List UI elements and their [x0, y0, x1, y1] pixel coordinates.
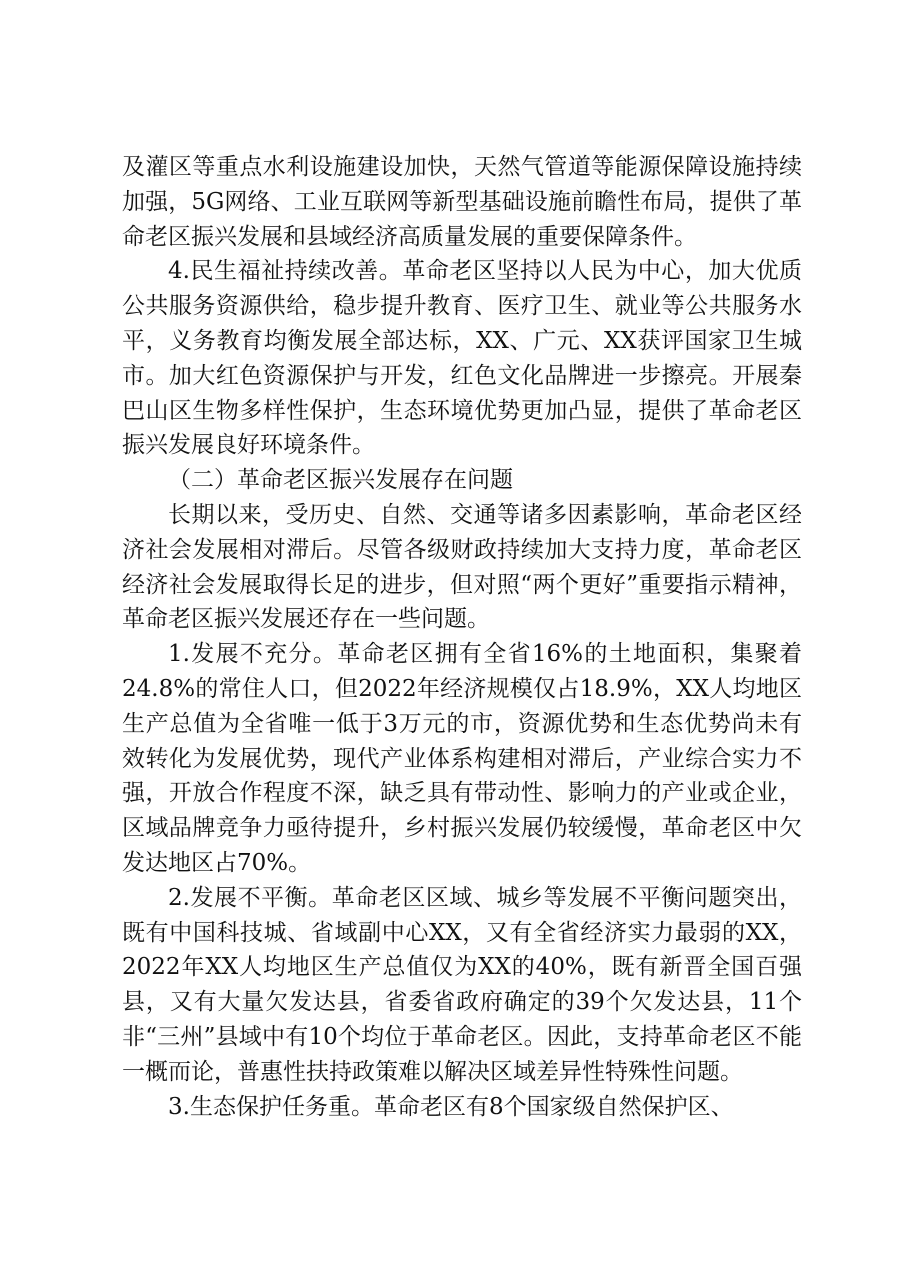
document-page — [122, 150, 802, 1124]
paragraph-livelihood: 4.民生福祉持续改善。革命老区坚持以人民为中心，加大优质公共服务资源供给，稳步提升教育、医疗卫生、就业等公共服务水平，义务教育均衡发展全部达标，XX、广元、XX获评国家卫生城市。加大红色资源保护与开发，红色文化品牌进一步擦亮。开展秦巴山区生物多样性保护，生态环境优势更加凸显，提供了革命老区振兴发展良好环境条件。 — [122, 258, 802, 459]
paragraph-insufficient-development: 1.发展不充分。革命老区拥有全省16%的土地面积，集聚着24.8%的常住人口，但2022年经济规模仅占18.9%，XX人均地区生产总值为全省唯一低于3万元的市，资源优势和生态优势尚未有效转化为发展优势，现代产业体系构建相对滞后，产业综合实力不强，开放合作程度不深，缺乏具有带动性、影响力的产业或企业，区域品牌竞争力亟待提升，乡村振兴发展仍较缓慢，革命老区中欠发达地区占70%。 — [122, 641, 802, 876]
section-heading-problems: （二）革命老区振兴发展存在问题 — [168, 467, 513, 494]
paragraph-problems-intro: 长期以来，受历史、自然、交通等诸多因素影响，革命老区经济社会发展相对滞后。尽管各级财政持续加大支持力度，革命老区经济社会发展取得长足的进步，但对照“两个更好”重要指示精神，革命老区振兴发展还存在一些问题。 — [122, 501, 802, 633]
paragraph-infrastructure-continuation: 及灌区等重点水利设施建设加快，天然气管道等能源保障设施持续加强，5G网络、工业互联网等新型基础设施前瞻性布局，提供了革命老区振兴发展和县域经济高质量发展的重要保障条件。 — [122, 154, 802, 250]
paragraph-ecological-protection: 3.生态保护任务重。革命老区有8个国家级自然保护区、 — [168, 1093, 734, 1120]
paragraph-unbalanced-development: 2.发展不平衡。革命老区区域、城乡等发展不平衡问题突出，既有中国科技城、省域副中心XX，又有全省经济实力最弱的XX，2022年XX人均地区生产总值仅为XX的40%，既有新晋全国百强县，又有大量欠发达县，省委省政府确定的39个欠发达县，11个非“三州”县域中有10个均位于革命老区。因此，支持革命老区不能一概而论，普惠性扶持政策难以解决区域差异性特殊性问题。 — [122, 884, 802, 1085]
